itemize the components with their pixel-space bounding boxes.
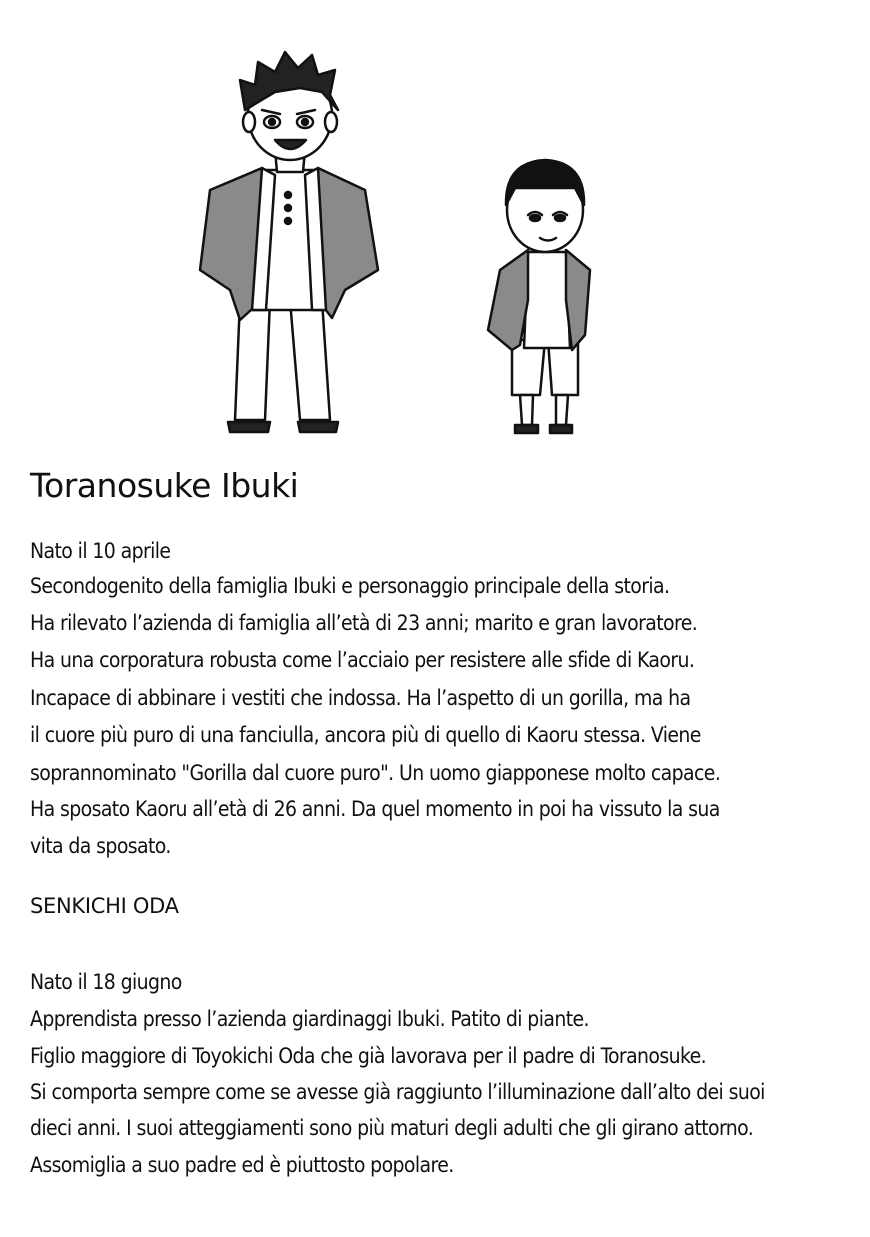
character-1-line: Nato il 10 aprile bbox=[30, 539, 171, 563]
character-2-line: Figlio maggiore di Toyokichi Oda che già lavorava per il padre di Toranosuke. bbox=[30, 1044, 707, 1068]
character-2-line: Assomiglia a suo padre ed è piuttosto popolare. bbox=[30, 1153, 454, 1177]
character-2-line: Apprendista presso l’azienda giardinaggi Ibuki. Patito di piante. bbox=[30, 1007, 589, 1031]
character-2-line: dieci anni. I suoi atteggiamenti sono più maturi degli adulti che gli girano attorno. bbox=[30, 1116, 754, 1140]
character-2-line: Si comporta sempre come se avesse già raggiunto l’illuminazione dall’alto dei suoi bbox=[30, 1080, 765, 1104]
character-1-line: Ha una corporatura robusta come l’acciaio per resistere alle sfide di Kaoru. bbox=[30, 648, 695, 672]
character-2-name: SENKICHI ODA bbox=[30, 894, 179, 918]
character-1-line: Ha sposato Kaoru all’età di 26 anni. Da quel momento in poi ha vissuto la sua bbox=[30, 797, 720, 821]
toranosuke-illustration bbox=[0, 0, 870, 450]
character-1-line: Ha rilevato l’azienda di famiglia all’età di 23 anni; marito e gran lavoratore. bbox=[30, 611, 698, 635]
character-2-line: Nato il 18 giugno bbox=[30, 970, 182, 994]
character-illustrations bbox=[0, 0, 870, 450]
character-1-line: il cuore più puro di una fanciulla, ancora più di quello di Kaoru stessa. Viene bbox=[30, 723, 701, 747]
character-1-line: Secondogenito della famiglia Ibuki e personaggio principale della storia. bbox=[30, 574, 670, 598]
character-1-name: Toranosuke Ibuki bbox=[30, 466, 299, 505]
character-1-line: Incapace di abbinare i vestiti che indossa. Ha l’aspetto di un gorilla, ma ha bbox=[30, 686, 691, 710]
character-1-line: vita da sposato. bbox=[30, 834, 171, 858]
character-1-line: soprannominato "Gorilla dal cuore puro". Un uomo giapponese molto capace. bbox=[30, 761, 721, 785]
